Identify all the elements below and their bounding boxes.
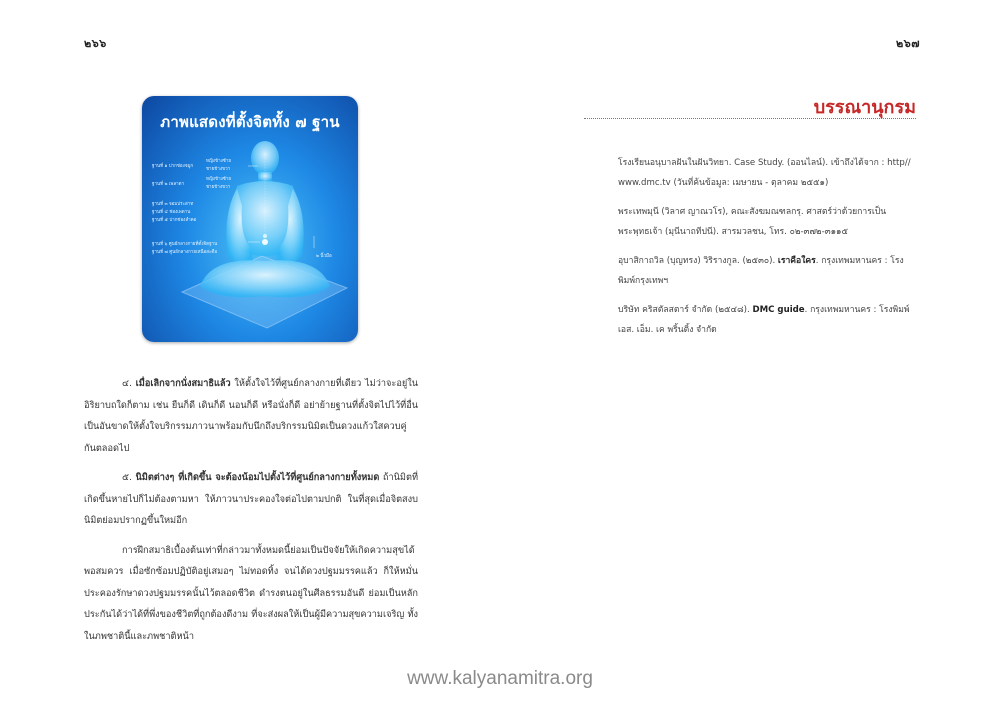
reference-item [618,202,916,242]
meditation-bases-figure [142,96,358,342]
reference-title-bold: DMC guide [752,305,805,315]
references-title: บรรณานุกรม [813,97,916,118]
reference-item [618,300,916,340]
figure-label-base3: ฐานที่ ๓ จอมประสาท [152,202,194,207]
paragraph-4-heading: เมื่อเลิกจากนั่งสมาธิแล้ว [135,378,231,389]
references-divider [584,118,916,119]
reference-text-post: . กรุงเทพมหานคร : โรงพิมพ์กรุงเทพฯ [618,256,904,286]
reference-title-bold: เราคือใคร [777,256,816,266]
reference-text: โรงเรียนอนุบาลฝันในฝันวิทยา. Case Study. (ออนไลน์). เข้าถึงได้จาก : http// www.dmc.tv (วันที่ค้นข้อมูล: เมษายน - ตุลาคม ๒๕๕๑) [618,158,911,188]
paragraph-5 [84,467,418,532]
figure-label-base1-left: หญิงข้างซ้าย [206,159,232,164]
figure-label-base2-right: ชายข้างขวา [206,185,231,190]
reference-text: พระเทพมุนี (วิลาศ ญาณวโร), คณะสังฆมณฑลกรุ. ศาสตร์ว่าด้วยการเป็นพระพุทธเจ้า (มุนีนาถทีปนี). สารมวลชน, โทร. ๐๒-๓๗๒-๓๑๑๕ [618,207,887,237]
reference-text: อุบาสิกาถวิล (บุญทรง) วิริรางกูล. (๒๕๓๐). [618,256,778,266]
reference-item [618,153,916,193]
paragraph-5-text: ถ้านิมิตที่เกิดขึ้นหายไปก็ไม่ต้องตามหา ให้ภาวนาประคองใจต่อไปตามปกติ ในที่สุดเมื่อจิตสงบนิมิตย่อมปรากฏขึ้นใหม่อีก [84,472,419,526]
reference-item [618,251,916,291]
footer-url: www.kalyanamitra.org [407,668,593,689]
paragraph-6 [84,540,418,648]
references-list [618,153,916,349]
figure-label-base6: ฐานที่ ๖ ศูนย์กลางกายที่ตั้งจิตฐาน [152,242,218,247]
paragraph-5-number: ๕. [122,472,132,483]
paragraph-5-heading: นิมิตต่างๆ ที่เกิดขึ้น จะต้องน้อมไปตั้งไว้ที่ศูนย์กลางกายทั้งหมด [135,472,380,483]
figure-label-base7: ฐานที่ ๗ ศูนย์กลางกายเหนือสะดือ [152,250,218,255]
figure-label-base2: ฐานที่ ๒ เพลาตา [152,182,185,187]
reference-text-post: . กรุงเทพมหานคร : โรงพิมพ์ เอส. เอ็ม. เค พริ้นติ้ง จำกัด [618,305,910,335]
page-number-left: ๒๖๖ [84,37,107,50]
figure-label-base1-right: ชายข้างขวา [206,167,231,172]
page-number-right: ๒๖๗ [896,37,921,50]
figure-label-base4: ฐานที่ ๔ ช่องเพดาน [152,210,191,215]
figure-label-measure: ๒ นิ้วมือ [316,254,332,259]
figure-title: ภาพแสดงที่ตั้งจิตทั้ง ๗ ฐาน [160,113,340,131]
paragraph-6-text: การฝึกสมาธิเบื้องต้นเท่าที่กล่าวมาทั้งหมดนี้ย่อมเป็นปัจจัยให้เกิดความสุขได้พอสมควร เมื่อซักซ้อมปฏิบัติอยู่เสมอๆ ไม่ทอดทิ้ง จนได้ดวงปฐมมรรคแล้ว ก็ให้หมั่นประคองรักษาดวงปฐมมรรคนั้นไว้ตลอดชีวิต ดำรงตนอยู่ในศีลธรรมอันดี ย่อมเป็นหลักประกันได้ว่าได้ที่พึ่งของชีวิตที่ถูกต้องดีงาม ที่จะส่งผลให้เป็นผู้มีความสุขความเจริญ ทั้งในภพชาตินี้และภพชาติหน้า [84,544,418,642]
paragraph-4-text: ให้ตั้งใจไว้ที่ศูนย์กลางกายที่เดียว ไม่ว่าจะอยู่ในอิริยาบถใดก็ตาม เช่น ยืนก็ดี เดินก็ดี นอนก็ดี หรือนั่งก็ดี อย่าย้ายฐานที่ตั้งจิตไปไว้ที่อื่นเป็นอันขาดให้ตั้งใจบริกรรมภาวนาพร้อมกับนึกถึงบริกรรมนิมิตเป็นดวงแก้วใสควบคู่กันตลอดไป [84,378,418,454]
body-text [84,373,418,655]
reference-text: บริษัท คริสตัลสตาร์ จำกัด (๒๕๔๘). [618,305,753,315]
paragraph-4 [84,373,418,459]
figure-label-base1: ฐานที่ ๑ ปากช่องจมูก [152,164,194,169]
paragraph-4-number: ๔. [122,378,132,389]
figure-label-base2-left: หญิงข้างซ้าย [206,177,232,182]
figure-label-base5: ฐานที่ ๕ ปากช่องลำคอ [152,218,197,223]
